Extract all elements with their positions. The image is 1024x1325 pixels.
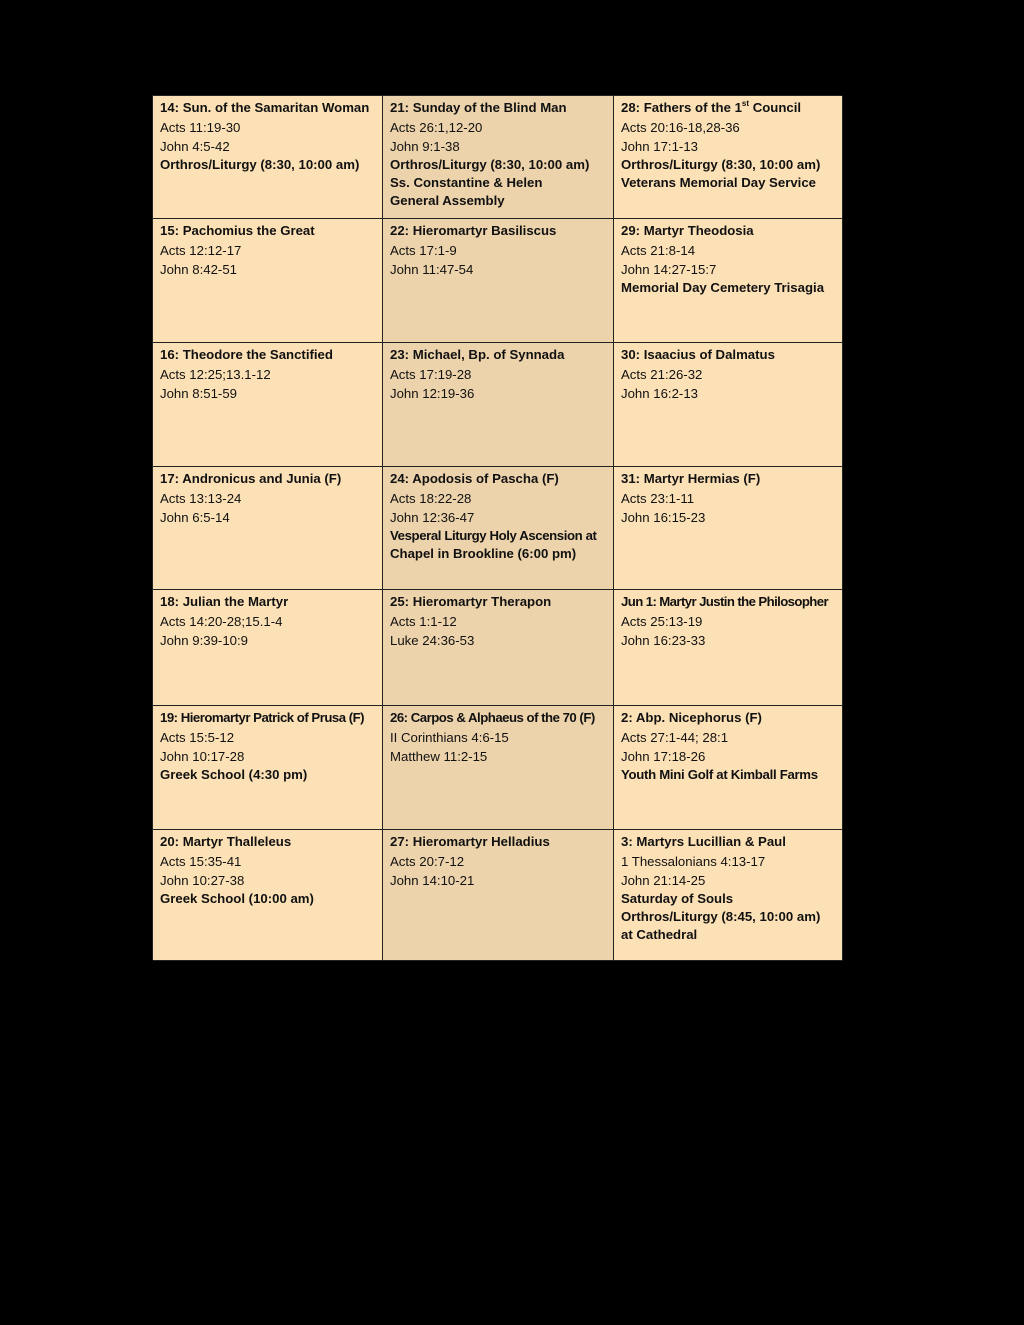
day-cell-jun-1 bbox=[614, 590, 843, 706]
event: at Cathedral bbox=[621, 927, 698, 943]
day-title: 15: Pachomius the Great bbox=[160, 223, 315, 238]
day-title: 2: Abp. Nicephorus (F) bbox=[621, 710, 762, 725]
day-cell-jun-2 bbox=[614, 706, 843, 830]
day-cell-19 bbox=[153, 706, 383, 830]
reading: Acts 12:12-17 bbox=[160, 243, 242, 259]
day-title: 25: Hieromartyr Therapon bbox=[390, 594, 552, 609]
event: Orthros/Liturgy (8:45, 10:00 am) bbox=[621, 909, 821, 925]
reading: John 14:27-15:7 bbox=[621, 261, 717, 277]
event: Youth Mini Golf at Kimball Farms bbox=[621, 766, 818, 782]
day-title: 30: Isaacius of Dalmatus bbox=[621, 347, 775, 362]
reading: John 17:18-26 bbox=[621, 748, 706, 764]
reading: Acts 21:26-32 bbox=[621, 367, 703, 383]
reading: Acts 20:16-18,28-36 bbox=[621, 120, 740, 136]
day-cell-16 bbox=[153, 343, 383, 467]
reading: Acts 27:1-44; 28:1 bbox=[621, 730, 729, 746]
day-cell-15 bbox=[153, 219, 383, 343]
day-cell-25 bbox=[383, 590, 614, 706]
day-cell-14 bbox=[153, 96, 383, 219]
day-cell-29 bbox=[614, 219, 843, 343]
reading: John 12:19-36 bbox=[390, 385, 475, 401]
reading: Acts 15:5-12 bbox=[160, 730, 235, 746]
day-cell-24 bbox=[383, 467, 614, 590]
calendar-grid bbox=[152, 95, 842, 960]
event: Veterans Memorial Day Service bbox=[621, 175, 816, 191]
reading: John 10:17-28 bbox=[160, 748, 245, 764]
reading: Acts 18:22-28 bbox=[390, 491, 472, 507]
reading: Acts 25:13-19 bbox=[621, 614, 703, 630]
reading: Acts 1:1-12 bbox=[390, 614, 457, 630]
reading: Acts 12:25;13.1-12 bbox=[160, 367, 271, 383]
reading: John 12:36-47 bbox=[390, 509, 475, 525]
day-title: 22: Hieromartyr Basiliscus bbox=[390, 223, 557, 238]
reading: John 11:47-54 bbox=[390, 261, 474, 277]
reading: John 9:1-38 bbox=[390, 138, 460, 154]
reading: John 17:1-13 bbox=[621, 138, 698, 154]
event: Ss. Constantine & Helen bbox=[390, 175, 543, 191]
day-title-prefix: 28: Fathers of the 1 bbox=[621, 100, 742, 115]
reading: John 16:2-13 bbox=[621, 385, 698, 401]
reading: Acts 13:13-24 bbox=[160, 491, 242, 507]
reading: Acts 17:1-9 bbox=[390, 243, 457, 259]
reading: Acts 15:35-41 bbox=[160, 854, 242, 870]
event: Orthros/Liturgy (8:30, 10:00 am) bbox=[160, 156, 360, 172]
event: Greek School (4:30 pm) bbox=[160, 766, 308, 782]
reading: II Corinthians 4:6-15 bbox=[390, 730, 509, 746]
reading: John 14:10-21 bbox=[390, 872, 475, 888]
reading: Acts 26:1,12-20 bbox=[390, 120, 483, 136]
reading: Acts 21:8-14 bbox=[621, 243, 696, 259]
day-title: 21: Sunday of the Blind Man bbox=[390, 100, 567, 115]
day-title: 23: Michael, Bp. of Synnada bbox=[390, 347, 565, 362]
day-title: 31: Martyr Hermias (F) bbox=[621, 471, 761, 486]
day-title: 16: Theodore the Sanctified bbox=[160, 347, 333, 362]
reading: John 4:5-42 bbox=[160, 138, 230, 154]
reading: Acts 23:1-11 bbox=[621, 491, 695, 507]
day-title: 20: Martyr Thalleleus bbox=[160, 834, 292, 849]
day-title: 14: Sun. of the Samaritan Woman bbox=[160, 100, 370, 115]
reading: John 10:27-38 bbox=[160, 872, 245, 888]
day-cell-30 bbox=[614, 343, 843, 467]
event: Orthros/Liturgy (8:30, 10:00 am) bbox=[390, 156, 590, 172]
reading: 1 Thessalonians 4:13-17 bbox=[621, 854, 766, 870]
day-title: 24: Apodosis of Pascha (F) bbox=[390, 471, 559, 486]
day-title-sup: st bbox=[741, 99, 750, 108]
day-cell-31 bbox=[614, 467, 843, 590]
day-title: 27: Hieromartyr Helladius bbox=[390, 834, 550, 849]
day-cell-21 bbox=[383, 96, 614, 219]
reading: John 6:5-14 bbox=[160, 509, 230, 525]
reading: John 8:42-51 bbox=[160, 261, 237, 277]
day-title: 18: Julian the Martyr bbox=[160, 594, 289, 609]
reading: John 8:51-59 bbox=[160, 385, 237, 401]
reading: Acts 14:20-28;15.1-4 bbox=[160, 614, 283, 630]
day-cell-18 bbox=[153, 590, 383, 706]
day-title: 3: Martyrs Lucillian & Paul bbox=[621, 834, 786, 849]
reading: John 16:23-33 bbox=[621, 632, 706, 648]
event: Chapel in Brookline (6:00 pm) bbox=[390, 546, 577, 562]
day-title: 19: Hieromartyr Patrick of Prusa (F) bbox=[160, 710, 365, 725]
reading: Matthew 11:2-15 bbox=[390, 748, 488, 764]
reading: John 16:15-23 bbox=[621, 509, 706, 525]
day-title: 26: Carpos & Alphaeus of the 70 (F) bbox=[390, 710, 595, 725]
day-title-suffix: Council bbox=[749, 100, 802, 115]
day-cell-28 bbox=[614, 96, 843, 219]
day-cell-20 bbox=[153, 830, 383, 961]
reading: Acts 11:19-30 bbox=[160, 120, 241, 136]
reading: Acts 17:19-28 bbox=[390, 367, 472, 383]
event: Vesperal Liturgy Holy Ascension at bbox=[390, 527, 597, 543]
day-title bbox=[621, 99, 836, 117]
day-title: 17: Andronicus and Junia (F) bbox=[160, 471, 342, 486]
event: Saturday of Souls bbox=[621, 890, 734, 906]
day-title: Jun 1: Martyr Justin the Philosopher bbox=[621, 594, 829, 609]
day-cell-17 bbox=[153, 467, 383, 590]
day-cell-27 bbox=[383, 830, 614, 961]
day-title: 29: Martyr Theodosia bbox=[621, 223, 754, 238]
reading: Luke 24:36-53 bbox=[390, 632, 475, 648]
event: General Assembly bbox=[390, 193, 505, 209]
event: Memorial Day Cemetery Trisagia bbox=[621, 279, 825, 295]
reading: John 9:39-10:9 bbox=[160, 632, 248, 648]
reading: Acts 20:7-12 bbox=[390, 854, 465, 870]
day-cell-22 bbox=[383, 219, 614, 343]
day-cell-jun-3 bbox=[614, 830, 843, 961]
event: Greek School (10:00 am) bbox=[160, 890, 314, 906]
event: Orthros/Liturgy (8:30, 10:00 am) bbox=[621, 156, 821, 172]
day-cell-26 bbox=[383, 706, 614, 830]
day-cell-23 bbox=[383, 343, 614, 467]
reading: John 21:14-25 bbox=[621, 872, 706, 888]
